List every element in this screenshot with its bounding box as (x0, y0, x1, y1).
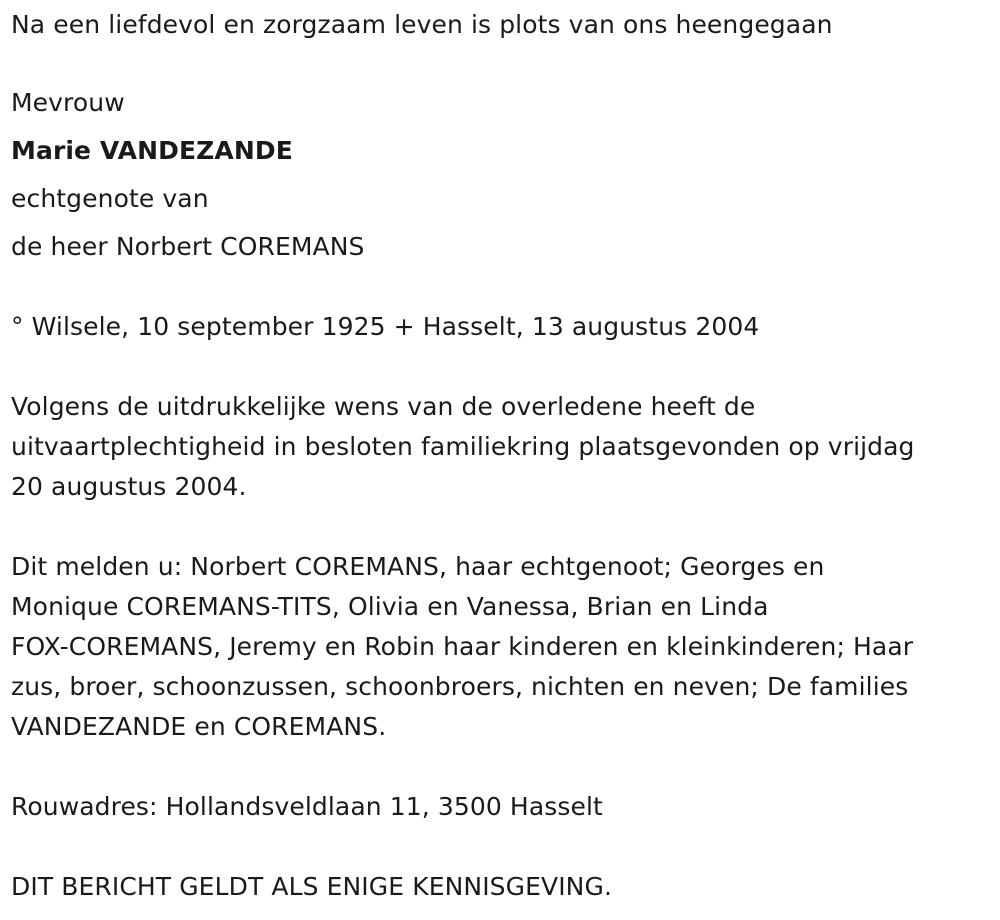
family-line: Monique COREMANS-TITS, Olivia en Vanessa, Brian en Linda (11, 592, 769, 621)
honorific: Mevrouw (11, 88, 125, 117)
deceased-name: Marie VANDEZANDE (11, 136, 293, 165)
family-line: zus, broer, schoonzussen, schoonbroers, nichten en neven; De families (11, 672, 909, 701)
family-line: VANDEZANDE en COREMANS. (11, 712, 387, 741)
intro-text: Na een liefdevol en zorgzaam leven is plots van ons heengegaan (11, 10, 833, 39)
funeral-line: uitvaartplechtigheid in besloten familiekring plaatsgevonden op vrijdag (11, 432, 915, 461)
closing-statement: DIT BERICHT GELDT ALS ENIGE KENNISGEVING. (11, 872, 612, 901)
obituary-notice (11, 0, 986, 907)
life-dates: ° Wilsele, 10 september 1925 + Hasselt, 13 augustus 2004 (11, 312, 760, 341)
relation-text: echtgenote van (11, 184, 209, 213)
deceased-block (11, 79, 986, 271)
family-line: FOX-COREMANS, Jeremy en Robin haar kinderen en kleinkinderen; Haar (11, 632, 914, 661)
funeral-paragraph (11, 387, 986, 507)
family-line: Dit melden u: Norbert COREMANS, haar echtgenoot; Georges en (11, 552, 825, 581)
mourning-address: Rouwadres: Hollandsveldlaan 11, 3500 Hasselt (11, 792, 603, 821)
funeral-line: Volgens de uitdrukkelijke wens van de overledene heeft de (11, 392, 756, 421)
spouse-name: de heer Norbert COREMANS (11, 232, 365, 261)
funeral-line: 20 augustus 2004. (11, 472, 247, 501)
family-paragraph (11, 547, 986, 747)
